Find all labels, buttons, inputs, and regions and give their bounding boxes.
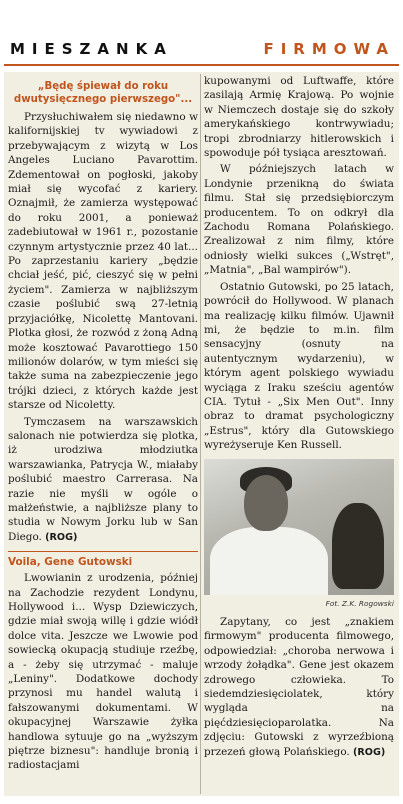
column-divider — [200, 74, 201, 794]
article-photo — [204, 459, 394, 595]
author-signature: (ROG) — [45, 531, 78, 543]
photo-caption: Fot. Z.K. Rogowski — [325, 598, 394, 608]
paragraph-gutowski-5 — [204, 615, 394, 760]
article-headline-pavarotti: „Będę śpiewał do roku dwutysięcznego pierwszego"... — [13, 81, 193, 105]
magazine-page — [4, 4, 399, 796]
paragraph-gutowski-4: Ostatnio Gutowski, po 25 latach, powrócił do Hollywood. W planach ma realizację kilku filmów. Ujawnił mi, że będzie to m.in. film sensacyjny (osnuty na autentycznym wydarzeniu), w którym agent polskiego wywiadu wyciąga z Iraku sześciu agentów CIA. Tytuł - „Six Men Out". Inny obraz to dramat psychologiczny „Estrus", który dla Gutowskiego wyreżyseruje Ken Russell. — [204, 280, 394, 452]
photo-man-head — [244, 475, 288, 531]
header-firmowa: FIRMOWA — [263, 40, 395, 58]
header-mieszanka: MIESZANKA — [10, 40, 173, 58]
paragraph-gutowski-5-text: Zapytany, co jest „znakiem firmowym" producenta filmowego, odpowiedział: „choroba nerwowa i wrzody żołądka". Gene jest okazem zdrowego człowieka. To siedemdziesięciolatek, który wygląda na pięćdziesięcioparolatka. Na zdjęciu: Gutowski z wyrzeźbioną przezeń głową Polańskiego. — [204, 615, 394, 758]
header-rule — [4, 64, 399, 66]
article-headline-gutowski: Voila, Gene Gutowski — [8, 556, 133, 569]
paragraph-gutowski-2: kupowanymi od Luftwaffe, które zasilają Armię Krajową. Po wojnie w Niemczech dostaje się do szkoły amerykańskiego kontrwywiadu; tropi zbrodniarzy hitlerowskich i spowoduje pół tysiąca aresztowań. — [204, 75, 394, 160]
paragraph-gutowski-1: Lwowianin z urodzenia, później na Zachodzie rezydent Londynu, Hollywood i... Wysp Dziewiczych, gdzie miał swoją willę i gdzie wiódł dolce vita. Jeszcze we Lwowie pod sowiecką okupacją studiuje rzeźbę, a - żeby się utrzymać - maluje „Leniny". Dodatkowe dochody przynosi mu handel walutą i fałszowanymi dokumentami. W okupacyjnej Warszawie żyłka handlowa sytuuje go na „wyższym piętrze biznesu": handluje bronią i radiostacjami — [8, 572, 198, 772]
column-header — [4, 4, 399, 72]
paragraph-pavarotti-2 — [8, 415, 198, 546]
section-divider — [8, 551, 198, 552]
photo-man-body — [210, 527, 328, 595]
left-column — [8, 74, 198, 775]
paragraph-pavarotti-2-text: Tymczasem na warszawskich salonach nie potwierdza się plotka, iż urodziwa młodziutka warszawianka, Patrycja W., miałaby poślubić maestro Carrerasa. Na razie nie myśli w ogóle o małżeństwie, a najbliższe plany to studia w Nowym Jorku lub w San Diego. — [8, 415, 198, 543]
photo-sculpture-bust — [332, 503, 384, 589]
right-column — [204, 74, 394, 762]
paragraph-gutowski-3: W późniejszych latach w Londynie przenikną do świata filmu. Stał się przedsiębiorczym producentem. To on odkrył dla Zachodu Romana Polańskiego. Zrealizował z nim filmy, które odniosły wielki sukces („Wstręt", „Matnia", „Bal wampirów"). — [204, 163, 394, 277]
author-signature: (ROG) — [353, 746, 386, 758]
paragraph-pavarotti-1: Przysłuchiwałem się niedawno w kalifornijskiej tv wywiadowi z przebywającym z wizytą w Los Angeles Luciano Pavarottim. Zdementował on pogłoski, jakoby miał się wycofać z kariery. Oznajmił, że zamierza występować do roku 2001, a ponieważ zadebiutował w 1961 r., pozostanie czynnym artystycznie przez 40 lat... Po zaprzestaniu kariery „będzie chciał jeść, pić, cieszyć się w pełni życiem". Zamierza w najbliższym czasie poślubić swą 27-letnią przyjaciółkę, Nicolettę Mantovani. Plotka głosi, że rozwód z żoną Adną może kosztować Pavarottiego 150 milionów dolarów, w tym mieści się także suma na zabezpieczenie jego trójki dzieci, z których każde jest starsze od Nicoletty. — [8, 111, 198, 412]
